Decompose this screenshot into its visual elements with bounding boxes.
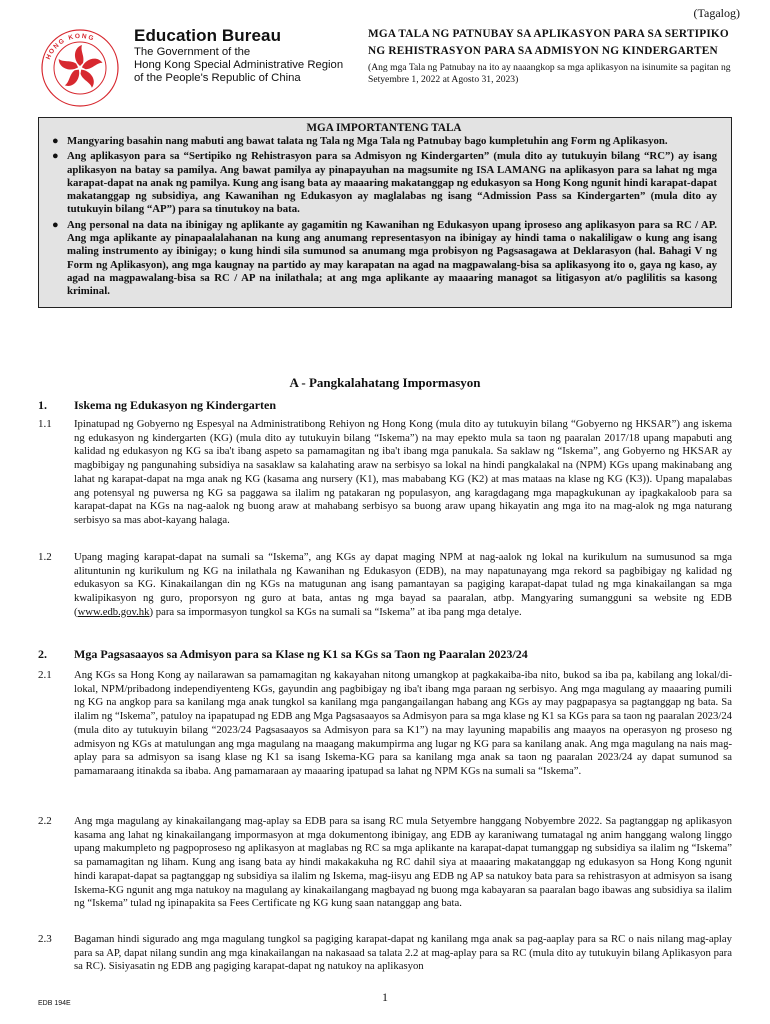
hksar-emblem — [36, 26, 124, 110]
paragraph-1-1 — [38, 418, 732, 528]
bureau-sub-line: Hong Kong Special Administrative Region — [134, 59, 344, 72]
emblem-ring-text: HONG KONG — [44, 32, 96, 61]
important-note-item: ● Ang personal na data na ibinigay ng aplikante ay gagamitin ng Kawanihan ng Edukasyon upang iproseso ang aplikasyon para sa RC / AP. Ang mga aplikante ay pinapaalalahanan na kung ang anumang representasyon na ibinigay ay hindi tama o nakaliligaw o kung ang isang maling instrumento ay ibinigay; o kung hindi sila sumunod sa anumang mga probisyon ng Pagsasagawa at Deklarasyon (hal. Bahagi V ng Form ng Aplikasyon), ang mga kaugnay na partido ay may karapatan na agad na magpawalang-bisa sa aplikasyong ito o, gaya ng kaso, ay agad na magpawalang-bisa sa RC / AP na inilathala; at ang mga aplikante ay maaaring managot sa litigasyon at/o paglilitis sa kasong kriminal. — [52, 218, 717, 298]
bureau-block — [134, 26, 343, 86]
paragraph-number: 2.2 — [38, 815, 52, 827]
paragraph-2-3 — [38, 933, 732, 974]
paragraph-2-1 — [38, 669, 732, 779]
language-tag: (Tagalog) — [693, 6, 740, 20]
heading-number: 2. — [38, 647, 47, 661]
edb-website-link[interactable]: www.edb.gov.hk — [77, 605, 150, 618]
paragraph-text: Upang maging karapat-dapat na sumali sa “Iskema”, ang KGs ay dapat maging NPM at nag-aalok ng lokal na kurikulum na sumusunod sa mga alituntunin ng kurikulum ng KG na inilathala ng Kawanihan ng Edukasyon (EDB), na may napatunayang mga rekord sa pagbibigay ng kalidad ng edukasyon sa KG. Kinakailangan din ng KGs na matugunan ang isang pamantayan sa pagiging karapat-dapat tulad ng mga kinakailangan sa mga kwalipikasyon ng guro, proporsyon ng guro at bata, antas ng mga bayad sa paaralan, atbp. Mangyaring sumangguni sa website ng EDB (www.edb.gov.hk) para sa impormasyon tungkol sa KGs na sumali sa “Iskema” at iba pang mga detalye. — [74, 551, 732, 618]
paragraph-text: Bagaman hindi sigurado ang mga magulang tungkol sa pagiging karapat-dapat ng kanilang mga anak sa pag-aaplay para sa RC o nais nilang mag-aplay para sa AP, dapat nilang sundin ang mga kinakailangan na nakasaad sa talata 2.2 at mag-aplay para sa RC (mula dito ay tutukuyin bilang Aplikasyon para sa RC). Sisiyasatin ng EDB ang pagiging karapat-dapat ng natukoy na aplikasyon — [74, 933, 732, 973]
document-header — [36, 26, 736, 108]
paragraph-text: Ang mga magulang ay kinakailangang mag-aplay sa EDB para sa isang RC mula Setyembre hanggang Nobyembre 2022. Sa pagtanggap ng aplikasyon kasama ang lahat ng kinakailangang impormasyon at mga dokumentong ibinigay, ang EDB ay karaniwang tumatagal ng anim hanggang walong linggo upang makumpleto ng pagpoproseso ng aplikasyon at maglabas ng RC sa mga aplikante na karapat-dapat tumanggap ng subsidiya sa ilalim ng “Iskema” sa pamamagitan ng liham. Kung ang isang bata ay hindi makakakuha ng RC dahil siya at maaaring makatanggap ng edukasyon sa Hong Kong ngunit hindi karapat-dapat sa pagtanggap ng subsidiya sa ilalim ng Iskema, mag-iisyu ang EDB ng AP sa natukoy bata para sa rehistrasyon at admisyon sa isang Iskema-KG ngunit ang mga natukoy na magulang ay kinakailangang magbayad ng buong mga kabayaran sa paaralan bago ibawas ang subsidiya sa ilalim ng “Iskema” tulad ng ipinapakita sa Fees Certificate ng KG kung saan natanggap ang bata. — [74, 815, 732, 910]
paragraph-number: 1.1 — [38, 418, 52, 430]
heading-number: 1. — [38, 398, 47, 412]
heading-2 — [38, 647, 528, 662]
paragraph-2-2 — [38, 815, 732, 911]
paragraph-1-2 — [38, 551, 732, 620]
heading-1 — [38, 398, 276, 413]
paragraph-number: 2.3 — [38, 933, 52, 945]
paragraph-number: 1.2 — [38, 551, 52, 563]
important-notes-list — [51, 135, 717, 299]
important-notes-box — [38, 117, 732, 308]
section-a-title: A - Pangkalahatang Impormasyon — [289, 375, 481, 390]
bureau-sub-line: The Government of the — [134, 46, 251, 58]
document-title-block — [368, 26, 738, 86]
important-notes-title: MGA IMPORTANTENG TALA — [306, 122, 462, 134]
bureau-name: Education Bureau — [134, 26, 282, 45]
important-note-item: ● Mangyaring basahin nang mabuti ang bawat talata ng Tala ng Mga Tala ng Patnubay bago kumpletuhin ang Form ng Aplikasyon. — [52, 135, 668, 147]
bullet-icon: ● — [52, 218, 59, 231]
bullet-icon: ● — [52, 150, 59, 163]
paragraph-text: Ang KGs sa Hong Kong ay nailarawan sa pamamagitan ng kakayahan nitong umangkop at pagkakaiba-iba nito, bukod sa iba pa, kabilang ang lokal/di-lokal, NPM/pribadong independiyenteng KGs, gayundin ang pagbibigay ng iba't ibang mga paraan ng serbisyo. Ang mga magulang ay maaaring pumili ng KG na angkop para sa kanilang mga anak tungkol sa kanilang mga pangangailangan habang ang KGs ay may pagpapasya sa pagtanggap ng bata. Sa ilalim ng “Iskema”, patuloy na ipapatupad ng EDB ang Mga Pagsasaayos sa Admisyon para sa mga klase ng K1 sa KGs para sa taon ng paaralan 2023/24 (mula dito ay tutukuyin bilang “2023/24 Pagsasaayos sa Admisyon para sa K1”) na may layuning mapabilis ang maayos na operasyon ng proseso ng admisyon ng KGs at matulungan ang mga magulang na maagang makumpirma ang lugar ng KG para sa kanilang anak. Ang mga magulang na nais mag-aplay para sa admisyon sa isang klase ng K1 sa isang Iskema-KG para sa kanilang mga anak sa taon ng paaralan 2023/24 ay dapat sumunod sa pamamaraang itinakda sa ibaba. Ang pamamaraan ay maaaring ipatupad sa lahat ng NPM KGs na sumali sa “Iskema”. — [74, 669, 733, 777]
paragraph-text: Ipinatupad ng Gobyerno ng Espesyal na Administratibong Rehiyon ng Hong Kong (mula dito ay tutukuyin bilang “Gobyerno ng HKSAR”) ang iskema ng edukasyon ng kindergarten (KG) (mula dito ay tutukuyin bilang “Iskema”) na may epekto mula sa taon ng paaralan 2017/18 upang mapabuti ang kalidad ng edukasyon ng KG sa iba't ibang aspeto sa pamamagitan ng iba't ibang mga panukala. Sa saklaw ng “Iskema”, ang Gobyerno ng HKSAR ay magbibigay ng pangunahing subsidiya na sasaklaw sa kalahating araw na serbisyo sa lokal na hindi pangkalakal na (NPM) KGs upang makinabang ang lahat ng karapat-dapat na mga anak ng KG (kasama ang nursery (K1), mas mababang KG (K2) at mas mataas na klase ng KG (K3)). Upang mapalabas ang potensyal ng puwersa ng KG sa paggawa sa ilalim ng patakaran ng populasyon, ang karagdagang mga mapagkukunan ay ipagkakaloob para sa karapat-dapat na KGs na nag-aalok ng buong araw at mahabang serbisyo sa buong araw upang hikayatin ang mga ito na mag-alok ng mga naturang serbisyo sa mas abot-kayang halaga. — [74, 418, 732, 526]
heading-text: Iskema ng Edukasyon ng Kindergarten — [74, 398, 277, 412]
heading-text: Mga Pagsasaayos sa Admisyon para sa Klase ng K1 sa KGs sa Taon ng Paaralan 2023/24 — [74, 647, 528, 661]
svg-text:HONG KONG — [45, 33, 96, 61]
bureau-sub-line: of the People's Republic of China — [134, 72, 301, 85]
important-note-item: ● Ang aplikasyon para sa “Sertipiko ng Rehistrasyon para sa Admisyon ng Kindergarten” (mula dito ay tutukuyin bilang “RC”) ay isang aplikasyon na batay sa pamilya. Ang bawat pamilya ay pinapayuhan na magsumite ng ISA LAMANG na aplikasyon para sa lahat ng mga karapat-dapat na anak ng pamilya. Kung ang isang bata ay maaaring makatanggap ng edukasyon sa Hong Kong ngunit hindi karapat-dapat makatanggap ng subsidiya, ang Kawanihan ng Edukasyon ay maglalabas ng isang “Admission Pass sa Kindergarten” (mula dito ay tutukuyin bilang “AP”) para sa tinutukoy na bata. — [52, 150, 717, 216]
document-title: MGA TALA NG PATNUBAY SA APLIKASYON PARA SA SERTIPIKO NG REHISTRASYON PARA SA ADMISYON NG KINDERGARTEN — [368, 28, 729, 57]
form-code: EDB 194E — [38, 1000, 71, 1007]
document-applicability-note: (Ang mga Tala ng Patnubay na ito ay naaangkop sa mga aplikasyon na isinumite sa pagitan ng Setyembre 1, 2022 at Agosto 31, 2023) — [368, 62, 731, 85]
page-number: 1 — [382, 990, 388, 1004]
bullet-icon: ● — [52, 135, 59, 147]
paragraph-number: 2.1 — [38, 669, 52, 681]
